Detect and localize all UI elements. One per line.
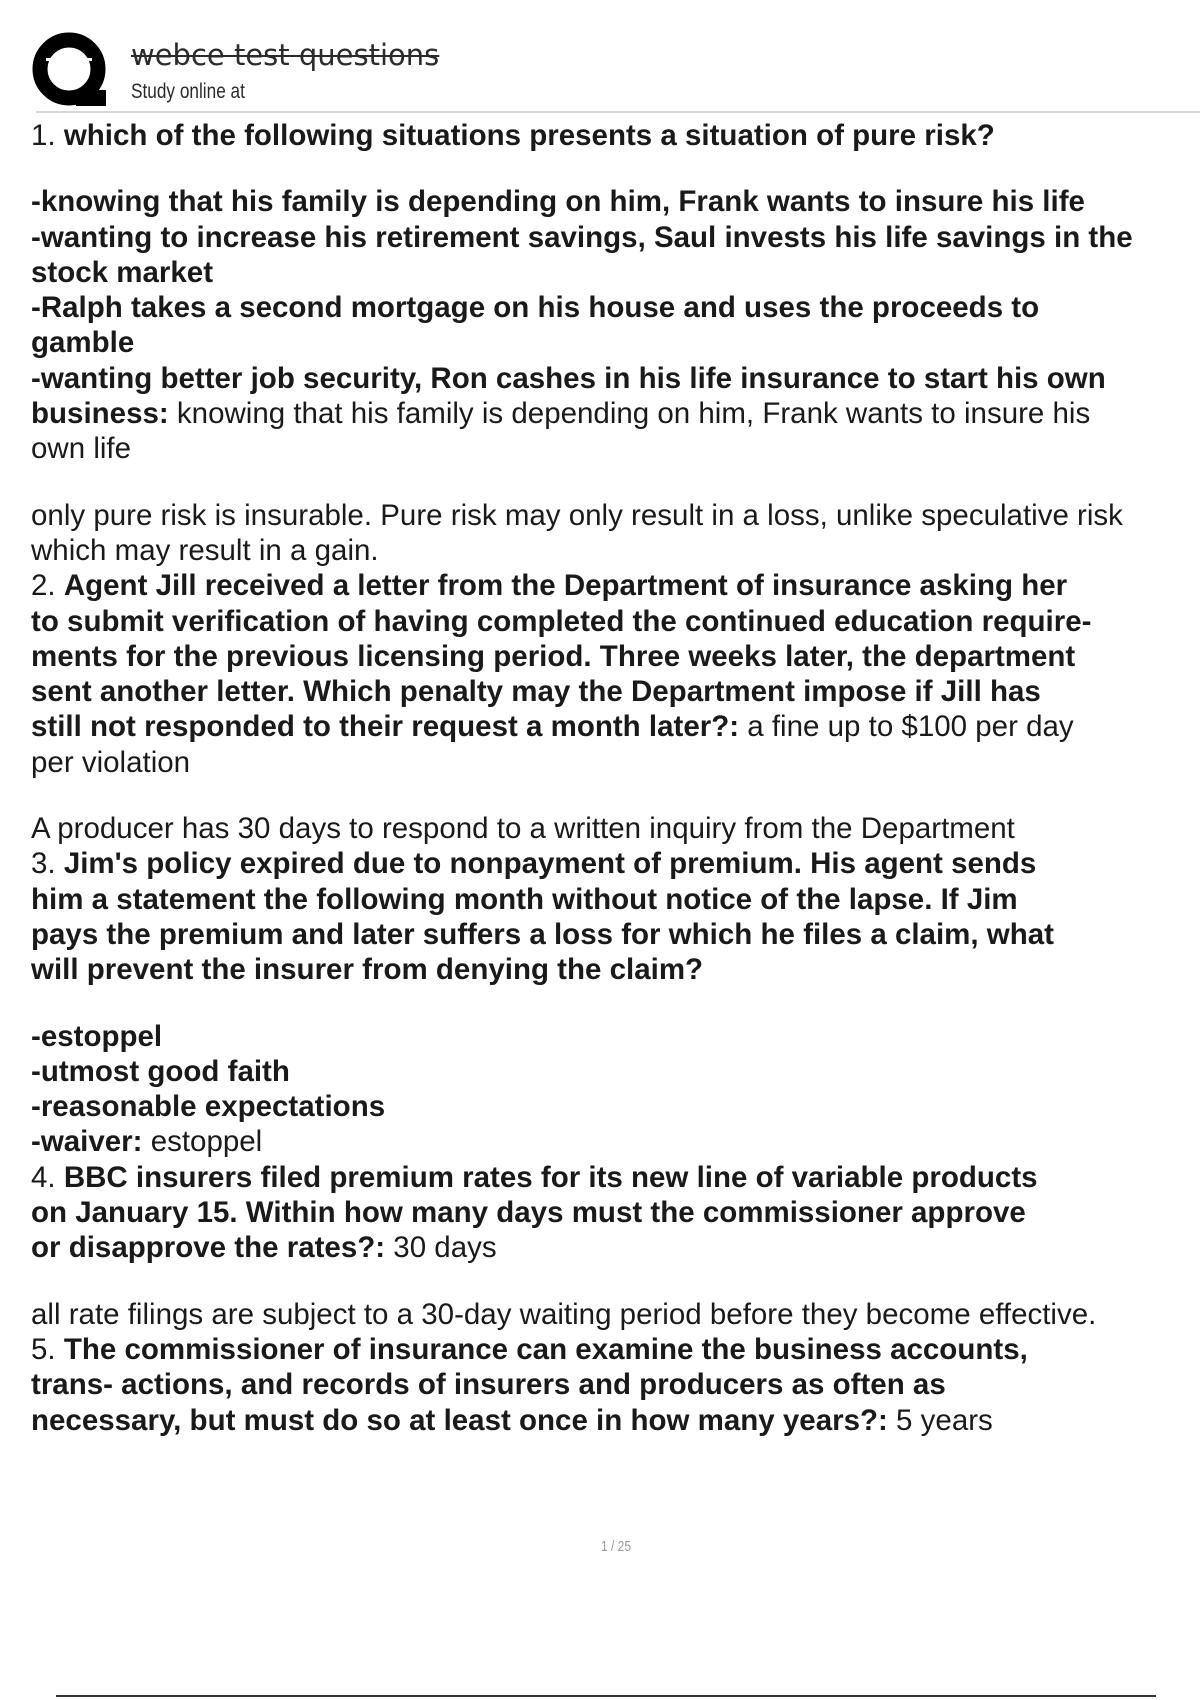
question-number: 4. [31, 1160, 56, 1194]
question-number: 1. [31, 119, 56, 152]
question-text: on January 15. Within how many days must the commissioner approve [31, 1196, 1026, 1230]
document-title: webce test questions [131, 38, 440, 72]
question-line [31, 1230, 1200, 1265]
question-item [31, 1332, 1200, 1438]
question-line [31, 220, 1200, 255]
question-line [31, 604, 1200, 639]
question-number: 5. [31, 1332, 56, 1366]
footer-divider [56, 1695, 1156, 1697]
answer-text: 5 years [887, 1403, 993, 1437]
question-line [31, 184, 1200, 219]
question-text: still not responded to their request a month later?: [31, 710, 740, 744]
question-item [31, 568, 1200, 846]
question-text: which of the following situations presents a situation of pure risk? [63, 119, 995, 152]
question-text: -reasonable expectations [31, 1090, 386, 1124]
page-header [30, 28, 1200, 114]
question-line [31, 745, 1200, 780]
question-text: necessary, but must do so at least once in how many years?: [31, 1403, 888, 1437]
question-line [31, 1195, 1200, 1230]
question-line [31, 325, 1200, 360]
question-line [31, 361, 1200, 396]
study-online-label: Study online at [131, 80, 245, 103]
answer-text: own life [31, 432, 132, 466]
question-line-first [31, 118, 1200, 153]
question-text: to submit verification of having completed the continued education require- [31, 604, 1092, 638]
question-text: The commissioner of insurance can examine the business accounts, [63, 1332, 1028, 1366]
question-line [31, 1089, 1200, 1124]
question-text: -Ralph takes a second mortgage on his house and uses the proceeds to [31, 291, 1040, 325]
answer-text: estoppel [142, 1125, 263, 1159]
question-line [31, 1019, 1200, 1054]
blank-line [31, 467, 1200, 498]
question-line [31, 674, 1200, 709]
question-line [31, 882, 1200, 917]
question-line [31, 952, 1200, 987]
question-text: -wanting better job security, Ron cashes in his life insurance to start his own [31, 361, 1106, 395]
question-line-first [31, 568, 1200, 603]
answer-text: A producer has 30 days to respond to a written inquiry from the Department [31, 812, 1015, 846]
blank-line [31, 153, 1200, 184]
answer-text: which may result in a gain. [31, 533, 379, 567]
question-text: ments for the previous licensing period. Three weeks later, the department [31, 639, 1076, 673]
question-number: 2. [31, 569, 56, 603]
question-text: -estoppel [31, 1019, 163, 1053]
question-text: sent another letter. Which penalty may the Department impose if Jill has [31, 675, 1041, 709]
blank-line [31, 988, 1200, 1019]
question-item [31, 846, 1200, 1159]
question-line [31, 709, 1200, 744]
quizlet-q-logo-icon [32, 32, 110, 110]
question-line [31, 1124, 1200, 1159]
question-line-first [31, 846, 1200, 881]
question-line [31, 811, 1200, 846]
blank-line [31, 1266, 1200, 1297]
question-text: business: [31, 397, 169, 431]
question-line [31, 533, 1200, 568]
answer-text: a fine up to $100 per day [739, 710, 1074, 744]
question-line [31, 917, 1200, 952]
question-line [31, 498, 1200, 533]
blank-line [31, 780, 1200, 811]
answer-text: 30 days [385, 1231, 497, 1265]
header-divider [36, 111, 1200, 113]
question-text: -wanting to increase his retirement savings, Saul invests his life savings in the [31, 220, 1133, 254]
answer-text: only pure risk is insurable. Pure risk may only result in a loss, unlike speculative risk [31, 498, 1123, 532]
question-text: Jim's policy expired due to nonpayment of premium. His agent sends [63, 847, 1037, 881]
question-text: -waiver: [31, 1125, 143, 1159]
question-text: -utmost good faith [31, 1054, 290, 1088]
answer-text: all rate filings are subject to a 30-day waiting period before they become effective. [31, 1297, 1097, 1331]
question-line [31, 255, 1200, 290]
question-line [31, 1054, 1200, 1089]
question-text: stock market [31, 255, 214, 289]
questions-list [31, 118, 1200, 1438]
question-line-first [31, 1160, 1200, 1195]
question-item [31, 118, 1200, 568]
page-indicator: 1 / 25 [600, 1538, 632, 1555]
question-text: pays the premium and later suffers a loss for which he files a claim, what [31, 917, 1054, 951]
question-text: -knowing that his family is depending on him, Frank wants to insure his life [31, 185, 1085, 219]
question-text: gamble [31, 326, 135, 360]
answer-text: per violation [31, 745, 191, 779]
question-text: Agent Jill received a letter from the Department of insurance asking her [63, 569, 1068, 603]
question-text: trans- actions, and records of insurers and producers as often as [31, 1368, 946, 1402]
question-line [31, 639, 1200, 674]
question-line [31, 1403, 1200, 1438]
question-line [31, 290, 1200, 325]
question-line-first [31, 1332, 1200, 1367]
question-text: BBC insurers filed premium rates for its new line of variable products [63, 1160, 1038, 1194]
question-text: him a statement the following month without notice of the lapse. If Jim [31, 882, 1018, 916]
question-line [31, 396, 1200, 431]
question-line [31, 431, 1200, 466]
answer-text: knowing that his family is depending on him, Frank wants to insure his [168, 397, 1091, 431]
question-line [31, 1297, 1200, 1332]
question-text: or disapprove the rates?: [31, 1231, 386, 1265]
question-item [31, 1160, 1200, 1332]
question-text: will prevent the insurer from denying the claim? [31, 953, 704, 987]
question-number: 3. [31, 847, 56, 881]
question-line [31, 1367, 1200, 1402]
